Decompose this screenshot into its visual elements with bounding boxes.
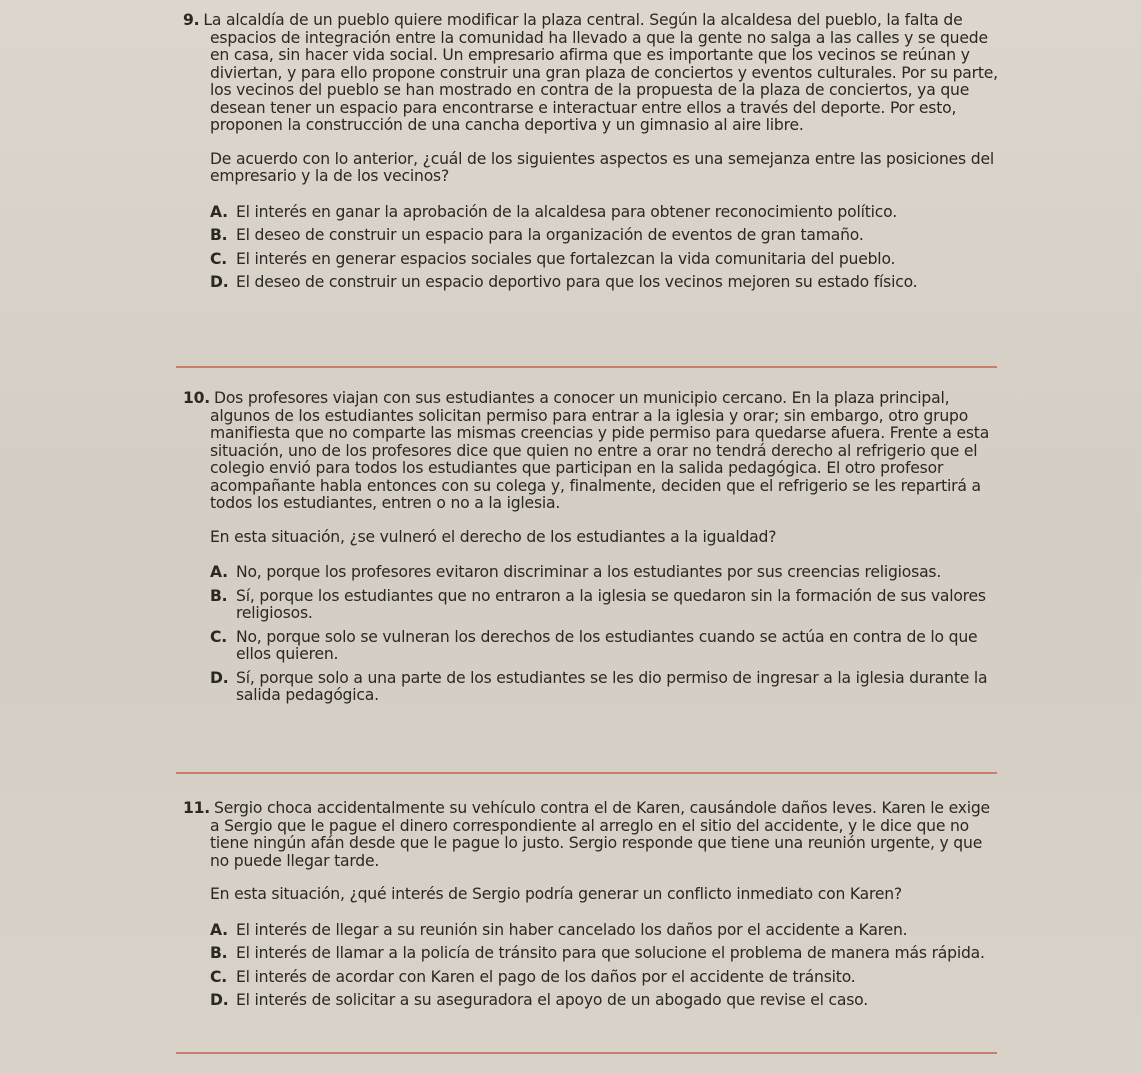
question-number: 11.	[183, 799, 211, 817]
option-letter: C.	[210, 249, 227, 268]
option-text: El interés de acordar con Karen el pago de los daños por el accidente de tránsito.	[236, 967, 856, 986]
question-9	[183, 12, 998, 298]
answer-option-d[interactable]	[210, 670, 998, 705]
question-stem	[183, 12, 998, 135]
question-stem-text: La alcaldía de un pueblo quiere modificar la plaza central. Según la alcaldesa del pueblo, la falta de espacios de integración entre la comunidad ha llevado a que la gente no salga a las calles y se quede en casa, sin hacer vida social. Un empresario afirma que es importante que los vecinos se reúnan y diviertan, y para ello propone construir una gran plaza de conciertos y eventos culturales. Por su parte, los vecinos del pueblo se han mostrado en contra de la propuesta de la plaza de conciertos, ya que desean tener un espacio para encontrarse e interactuar entre ellos a través del deporte. Por esto, proponen la construcción de una cancha deportiva y un gimnasio al aire libre.	[203, 11, 998, 134]
option-letter: D.	[210, 668, 229, 687]
answer-option-d[interactable]	[210, 274, 998, 292]
option-text: El interés en ganar la aprobación de la alcaldesa para obtener reconocimiento político.	[236, 202, 897, 221]
option-letter: A.	[210, 202, 228, 221]
question-stem-text: Dos profesores viajan con sus estudiantes a conocer un municipio cercano. En la plaza principal, algunos de los estudiantes solicitan permiso para entrar a la iglesia y orar; sin embargo, otro grupo manifiesta que no comparte las mismas creencias y pide permiso para quedarse afuera. Frente a esta situación, uno de los profesores dice que quien no entre a orar no tendrá derecho al refrigerio que el colegio envió para todos los estudiantes que participan en la salida pedagógica. El otro profesor acompañante habla entonces con su colega y, finalmente, deciden que el refrigerio se les repartirá a todos los estudiantes, entren o no a la iglesia.	[210, 389, 990, 512]
option-letter: D.	[210, 273, 229, 291]
question-number: 9.	[183, 11, 200, 29]
option-text: Sí, porque solo a una parte de los estudiantes se les dio permiso de ingresar a la iglesia durante la salida pedagógica.	[236, 668, 988, 704]
option-text: El deseo de construir un espacio para la organización de eventos de gran tamaño.	[236, 226, 864, 244]
question-number: 10.	[183, 389, 211, 407]
answer-option-a[interactable]	[210, 922, 998, 940]
option-text: No, porque solo se vulneran los derechos de los estudiantes cuando se actúa en contra de lo que ellos quieren.	[236, 627, 978, 663]
option-text: Sí, porque los estudiantes que no entraron a la iglesia se quedaron sin la formación de sus valores religiosos.	[236, 586, 986, 622]
answer-options	[210, 922, 998, 1010]
option-text: El interés de llamar a la policía de tránsito para que solucione el problema de manera más rápida.	[236, 944, 985, 962]
option-text: El deseo de construir un espacio deportivo para que los vecinos mejoren su estado físico.	[236, 273, 918, 291]
option-letter: A.	[210, 563, 228, 581]
option-text: El interés en generar espacios sociales que fortalezcan la vida comunitaria del pueblo.	[236, 249, 896, 268]
option-letter: C.	[210, 627, 227, 646]
option-letter: B.	[210, 226, 228, 244]
section-divider	[176, 366, 997, 368]
option-letter: C.	[210, 967, 227, 986]
question-stem	[183, 800, 998, 870]
option-letter: A.	[210, 920, 228, 939]
answer-option-c[interactable]	[210, 251, 998, 269]
answer-option-b[interactable]	[210, 227, 998, 245]
question-prompt: En esta situación, ¿se vulneró el derecho de los estudiantes a la igualdad?	[210, 527, 777, 546]
section-divider	[176, 772, 997, 774]
answer-option-b[interactable]	[210, 945, 998, 963]
question-stem-text: Sergio choca accidentalmente su vehículo contra el de Karen, causándole daños leves. Karen le exige a Sergio que le pague el dinero correspondiente al arreglo en el sitio del accidente, y le dice que no tiene ningún afán desde que le pague lo justo. Sergio responde que tiene una reunión urgente, y que no puede llegar tarde.	[210, 799, 990, 870]
option-letter: B.	[210, 944, 228, 962]
answer-option-c[interactable]	[210, 629, 998, 664]
option-text: El interés de llegar a su reunión sin haber cancelado los daños por el accidente a Karen.	[236, 920, 908, 939]
option-text: El interés de solicitar a su aseguradora el apoyo de un abogado que revise el caso.	[236, 991, 869, 1009]
answer-option-a[interactable]	[210, 564, 998, 582]
question-10	[183, 390, 998, 711]
question-prompt: En esta situación, ¿qué interés de Sergio podría generar un conflicto inmediato con Karen?	[210, 885, 903, 903]
question-stem	[183, 390, 998, 513]
answer-option-c[interactable]	[210, 969, 998, 987]
answer-option-b[interactable]	[210, 588, 998, 623]
option-text: No, porque los profesores evitaron discriminar a los estudiantes por sus creencias religiosas.	[236, 563, 942, 581]
answer-options	[210, 564, 998, 705]
answer-options	[210, 204, 998, 292]
answer-option-a[interactable]	[210, 204, 998, 222]
option-letter: B.	[210, 586, 228, 605]
question-prompt: De acuerdo con lo anterior, ¿cuál de los siguientes aspectos es una semejanza entre las posiciones del empresario y la de los vecinos?	[210, 149, 994, 185]
answer-option-d[interactable]	[210, 992, 998, 1010]
section-divider	[176, 1052, 997, 1054]
option-letter: D.	[210, 991, 229, 1009]
question-11	[183, 800, 998, 1016]
